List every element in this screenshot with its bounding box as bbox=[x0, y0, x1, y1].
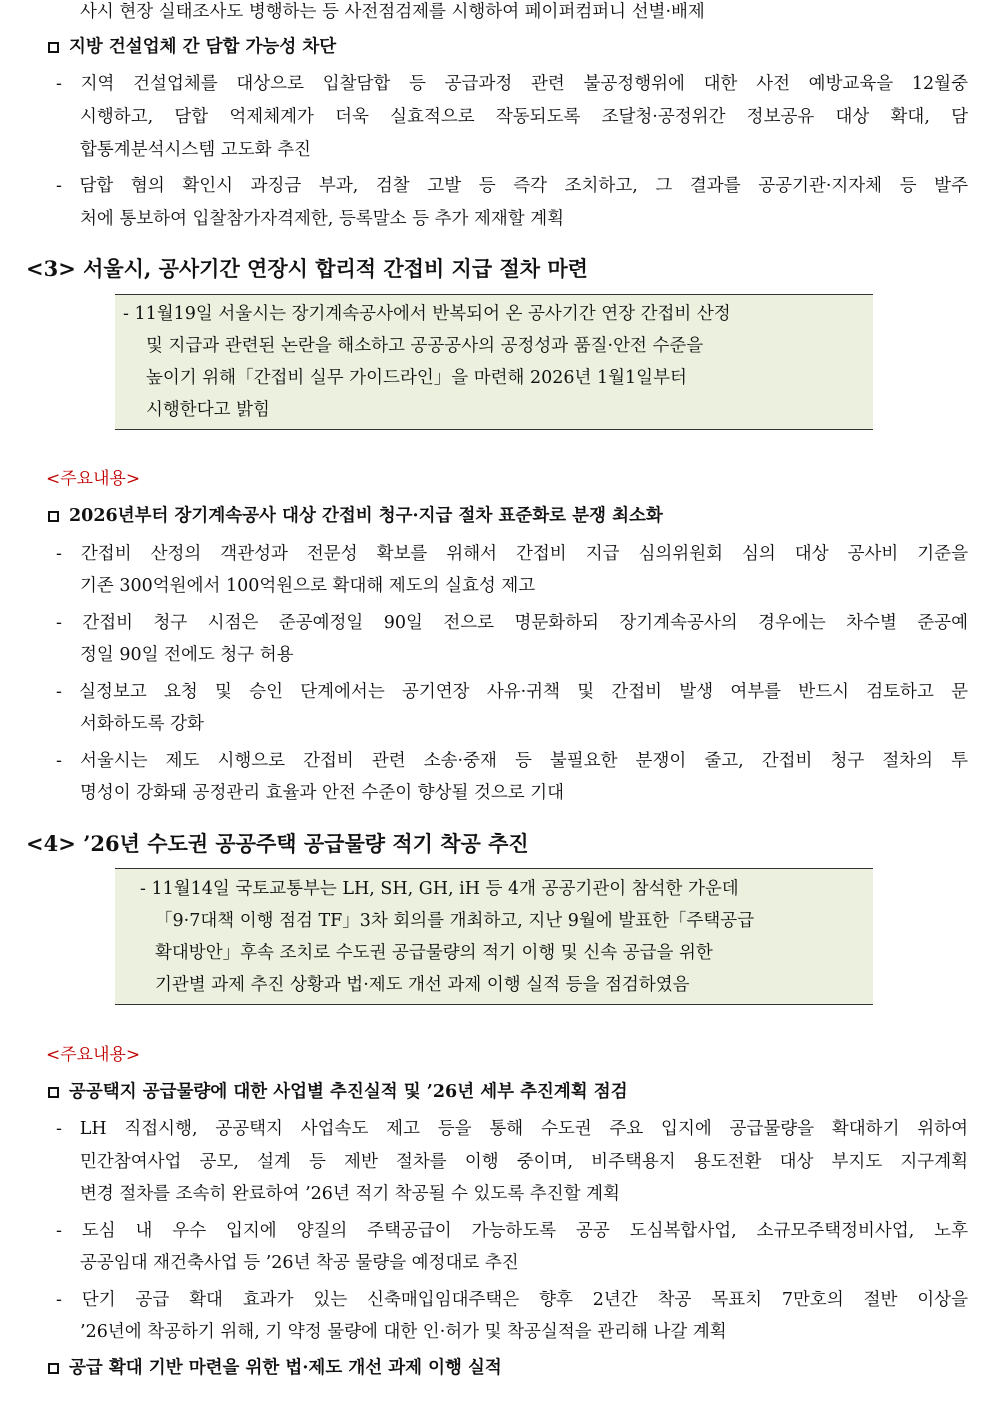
section3-b4-l2: 명성이 강화돼 공정관리 효율과 안전 수준이 향상될 것으로 기대 bbox=[80, 783, 565, 803]
section4-heading2-text: 공급 확대 기반 마련을 위한 법·제도 개선 과제 이행 실적 bbox=[69, 1358, 502, 1378]
section4-summary-l4: 기관별 과제 추진 상황과 법·제도 개선 과제 이행 실적 등을 점검하였음 bbox=[155, 975, 690, 995]
section3-b1-l1: - 간접비 산정의 객관성과 전문성 확보를 위해서 간접비 지급 심의위원회 심의 대상 공사비 기준을 bbox=[56, 544, 968, 564]
section4-summary-l2: 「9·7대책 이행 점검 TF」3차 회의를 개최하고, 지난 9월에 발표한「주택공급 bbox=[155, 911, 755, 931]
block1-b1-l1: - 지역 건설업체를 대상으로 입찰담합 등 공급과정 관련 불공정행위에 대한 사전 예방교육을 12월중 bbox=[56, 74, 968, 94]
section4-title: <4> ’26년 수도권 공공주택 공급물량 적기 착공 추진 bbox=[26, 831, 529, 856]
section3-summary-l4: 시행한다고 밝힘 bbox=[146, 400, 270, 420]
square-bullet-icon bbox=[48, 1363, 59, 1374]
continuation-line: 사시 현장 실태조사도 병행하는 등 사전점검제를 시행하여 페이퍼컴퍼니 선별·배제 bbox=[80, 2, 705, 22]
section3-summary-l1: - 11월19일 서울시는 장기계속공사에서 반복되어 온 공사기간 연장 간접비 산정 bbox=[123, 304, 731, 324]
section4-b1-l1: - LH 직접시행, 공공택지 사업속도 제고 등을 통해 수도권 주요 입지에 공급물량을 확대하기 위하여 bbox=[56, 1119, 968, 1139]
section3-b4-l1: - 서울시는 제도 시행으로 간접비 관련 소송·중재 등 불필요한 분쟁이 줄고, 간접비 청구 절차의 투 bbox=[56, 751, 968, 771]
block1-b1-l2: 시행하고, 담합 억제체계가 더욱 실효적으로 작동되도록 조달청·공정위간 정보공유 대상 확대, 담 bbox=[80, 107, 968, 127]
block1-b2-l2: 처에 통보하여 입찰참가자격제한, 등록말소 등 추가 제재할 계획 bbox=[80, 209, 565, 229]
section4-b2-l2: 공공임대 재건축사업 등 ’26년 착공 물량을 예정대로 추진 bbox=[80, 1253, 519, 1273]
section3-summary-l3: 높이기 위해「간접비 실무 가이드라인」을 마련해 2026년 1월1일부터 bbox=[146, 368, 687, 388]
section3-heading bbox=[48, 504, 663, 528]
section4-b3-l2: ’26년에 착공하기 위해, 기 약정 물량에 대한 인·허가 및 착공실적을 관리해 나갈 계획 bbox=[80, 1322, 727, 1342]
section4-heading-text: 공공택지 공급물량에 대한 사업별 추진실적 및 ’26년 세부 추진계획 점검 bbox=[69, 1082, 628, 1102]
section4-summary-l1: - 11월14일 국토교통부는 LH, SH, GH, iH 등 4개 공공기관이 참석한 가운데 bbox=[140, 879, 739, 899]
section3-b3-l2: 서화하도록 강화 bbox=[80, 714, 204, 734]
section4-b3-l1: - 단기 공급 확대 효과가 있는 신축매입임대주택은 향후 2년간 착공 목표치 7만호의 절반 이상을 bbox=[56, 1290, 968, 1310]
section3-title: <3> 서울시, 공사기간 연장시 합리적 간접비 지급 절차 마련 bbox=[26, 256, 588, 281]
section4-summary-l3: 확대방안」후속 조치로 수도권 공급물량의 적기 이행 및 신속 공급을 위한 bbox=[155, 943, 713, 963]
section4-tag: <주요내용> bbox=[46, 1045, 141, 1065]
section4-heading bbox=[48, 1080, 628, 1104]
block1-heading-text: 지방 건설업체 간 담합 가능성 차단 bbox=[69, 37, 337, 57]
square-bullet-icon bbox=[48, 511, 59, 522]
section3-tag: <주요내용> bbox=[46, 469, 141, 489]
section3-heading-text: 2026년부터 장기계속공사 대상 간접비 청구·지급 절차 표준화로 분쟁 최소화 bbox=[69, 506, 663, 526]
section4-b1-l3: 변경 절차를 조속히 완료하여 ’26년 적기 착공될 수 있도록 추진할 계획 bbox=[80, 1184, 620, 1204]
block1-b2-l1: - 담합 혐의 확인시 과징금 부과, 검찰 고발 등 즉각 조치하고, 그 결과를 공공기관·지자체 등 발주 bbox=[56, 176, 968, 196]
section3-summary-box bbox=[115, 294, 873, 430]
section3-b3-l1: - 실정보고 요청 및 승인 단계에서는 공기연장 사유·귀책 및 간접비 발생 여부를 반드시 검토하고 문 bbox=[56, 682, 968, 702]
section4-b2-l1: - 도심 내 우수 입지에 양질의 주택공급이 가능하도록 공공 도심복합사업, 소규모주택정비사업, 노후 bbox=[56, 1221, 968, 1241]
section3-b2-l2: 정일 90일 전에도 청구 허용 bbox=[80, 645, 294, 665]
block1-heading bbox=[48, 35, 336, 59]
square-bullet-icon bbox=[48, 1087, 59, 1098]
section3-b2-l1: - 간접비 청구 시점은 준공예정일 90일 전으로 명문화하되 장기계속공사의 경우에는 차수별 준공예 bbox=[56, 613, 968, 633]
section4-b1-l2: 민간참여사업 공모, 설계 등 제반 절차를 이행 중이며, 비주택용지 용도전환 대상 부지도 지구계획 bbox=[80, 1152, 968, 1172]
square-bullet-icon bbox=[48, 42, 59, 53]
block1-b1-l3: 합통계분석시스템 고도화 추진 bbox=[80, 140, 311, 160]
section4-heading2 bbox=[48, 1356, 502, 1380]
section3-summary-l2: 및 지급과 관련된 논란을 해소하고 공공공사의 공정성과 품질·안전 수준을 bbox=[146, 336, 704, 356]
section4-summary-box bbox=[115, 868, 873, 1005]
section3-b1-l2: 기존 300억원에서 100억원으로 확대해 제도의 실효성 제고 bbox=[80, 576, 536, 596]
